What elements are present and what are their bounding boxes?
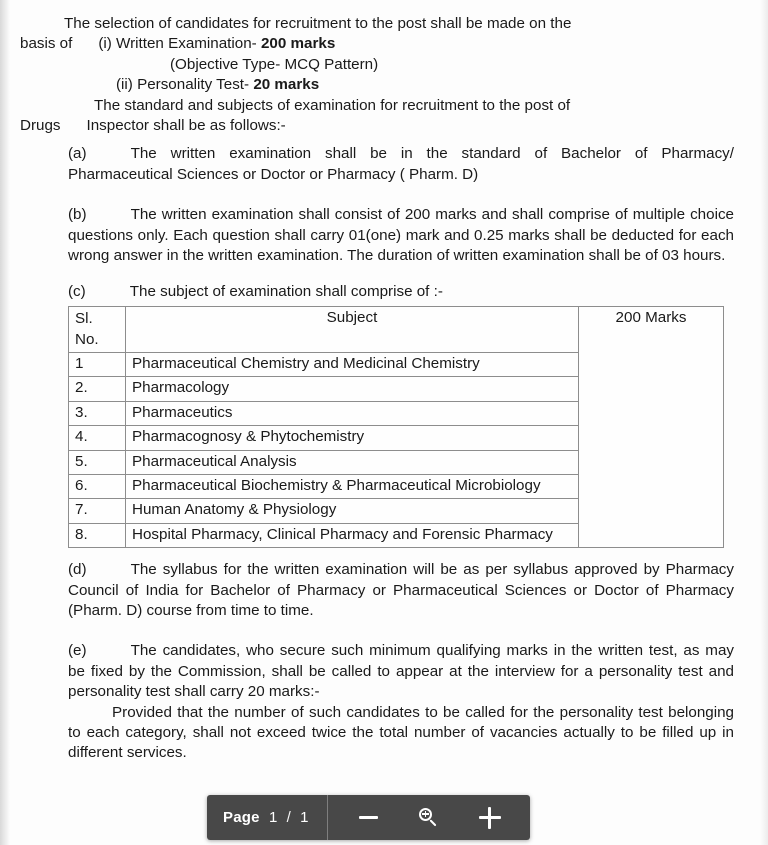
clause-d-text: The syllabus for the written examination will be as per syllabus approved by Pharmacy Council of India for Bachelor of Pharmacy or Pharmaceutical Sciences or Doctor of Pharmacy (Pharm. D) course from time to time. [68,561,734,619]
row-sl-no: 3. [69,401,126,425]
clause-c-marker: (c) [68,283,86,301]
clause-d-marker: (d) [68,561,87,579]
row-subject: Hospital Pharmacy, Clinical Pharmacy and Forensic Pharmacy [126,523,579,547]
clause-a-marker: (a) [68,145,87,163]
intro-basis-of: basis of [20,35,73,53]
current-page-value[interactable]: 1 [268,809,278,826]
standard-line-2-text: Inspector shall be as follows:- [86,117,286,135]
intro-item-ii [20,75,734,95]
row-subject: Human Anatomy & Physiology [126,499,579,523]
header-sl-line1: Sl. [75,309,93,327]
standard-line-1 [20,96,734,116]
intro-line-2 [20,34,734,54]
zoom-out-button[interactable] [351,801,385,835]
row-sl-no: 1 [69,352,126,376]
proviso-paragraph [20,703,734,764]
page-indicator-group[interactable] [207,795,327,840]
pdf-viewer-toolbar[interactable] [207,795,530,840]
clause-e-text: The candidates, who secure such minimum qualifying marks in the written test, as may be fixed by the Commission, shall be called to appear at the interview for a personality test and personality test shall carry 20 marks:- [68,642,734,701]
row-subject: Pharmaceutics [126,401,579,425]
header-cell-sl-no [69,306,126,352]
row-sl-no: 4. [69,426,126,450]
intro-item-i-note [20,55,734,75]
clause-a-text: The written examination shall be in the standard of Bachelor of Pharmacy/ Pharmaceutical Sciences or Doctor or Pharmacy ( Pharm. D) [68,145,734,183]
row-sl-no: 2. [69,377,126,401]
clause-e [20,641,734,702]
clause-a [20,144,734,185]
clause-d [20,560,734,621]
zoom-fit-button[interactable] [412,801,446,835]
spacer [20,266,734,282]
row-sl-no: 7. [69,499,126,523]
header-sl-line2: No. [75,330,99,348]
row-subject: Pharmaceutical Chemistry and Medicinal Chemistry [126,352,579,376]
clause-c-text: The subject of examination shall comprise of :- [129,283,443,301]
row-subject: Pharmaceutical Biochemistry & Pharmaceutical Microbiology [126,474,579,498]
row-sl-no: 8. [69,523,126,547]
total-marks-cell: 200 Marks [579,306,724,547]
intro-line-1-text: The selection of candidates for recruitment to the post shall be made on the [64,15,572,32]
standard-line-1-text: The standard and subjects of examination for recruitment to the post of [94,96,571,114]
spacer [20,185,734,205]
proviso-text: Provided that the number of such candidates to be called for the personality test belonging to each category, shall not exceed twice the total number of vacancies actually to be filled up in different services. [68,703,734,762]
page-label: Page [223,809,260,826]
clause-b [20,205,734,266]
row-subject: Pharmaceutical Analysis [126,450,579,474]
total-pages-value: 1 [300,809,309,826]
zoom-controls-group[interactable] [328,795,530,840]
row-subject: Pharmacognosy & Phytochemistry [126,426,579,450]
intro-item-i-marks: 200 marks [260,35,336,53]
spacer [20,136,734,144]
intro-line-1 [20,14,734,34]
clause-b-text: The written examination shall consist of 200 marks and shall comprise of multiple choice questions only. Each question shall carry 01(one) mark and 0.25 marks shall be deducted for each wrong answer in the written examination. The duration of written examination shall be of 03 hours. [68,206,734,265]
subject-table [68,306,724,548]
zoom-in-button[interactable] [473,801,507,835]
intro-item-i-note-text: (Objective Type- MCQ Pattern) [170,55,379,73]
clause-c [20,282,734,302]
row-sl-no: 5. [69,450,126,474]
standard-drugs-word: Drugs [20,117,61,135]
plus-icon [479,807,501,829]
header-cell-subject: Subject [126,306,579,352]
spacer [20,621,734,641]
clause-b-marker: (b) [68,206,87,224]
spacer [20,548,734,560]
intro-item-ii-marks: 20 marks [253,76,320,94]
row-sl-no: 6. [69,474,126,498]
table-header-row [69,306,724,352]
intro-item-i-label: (i) Written Examination- [98,35,257,53]
minus-icon [359,816,378,819]
page-separator: / [286,809,291,826]
intro-item-ii-label: (ii) Personality Test- [116,76,250,94]
magnifier-zoom-icon [419,808,439,828]
clause-e-marker: (e) [68,642,87,660]
row-subject: Pharmacology [126,377,579,401]
standard-line-2 [20,116,734,136]
subject-table-wrapper [20,306,734,548]
